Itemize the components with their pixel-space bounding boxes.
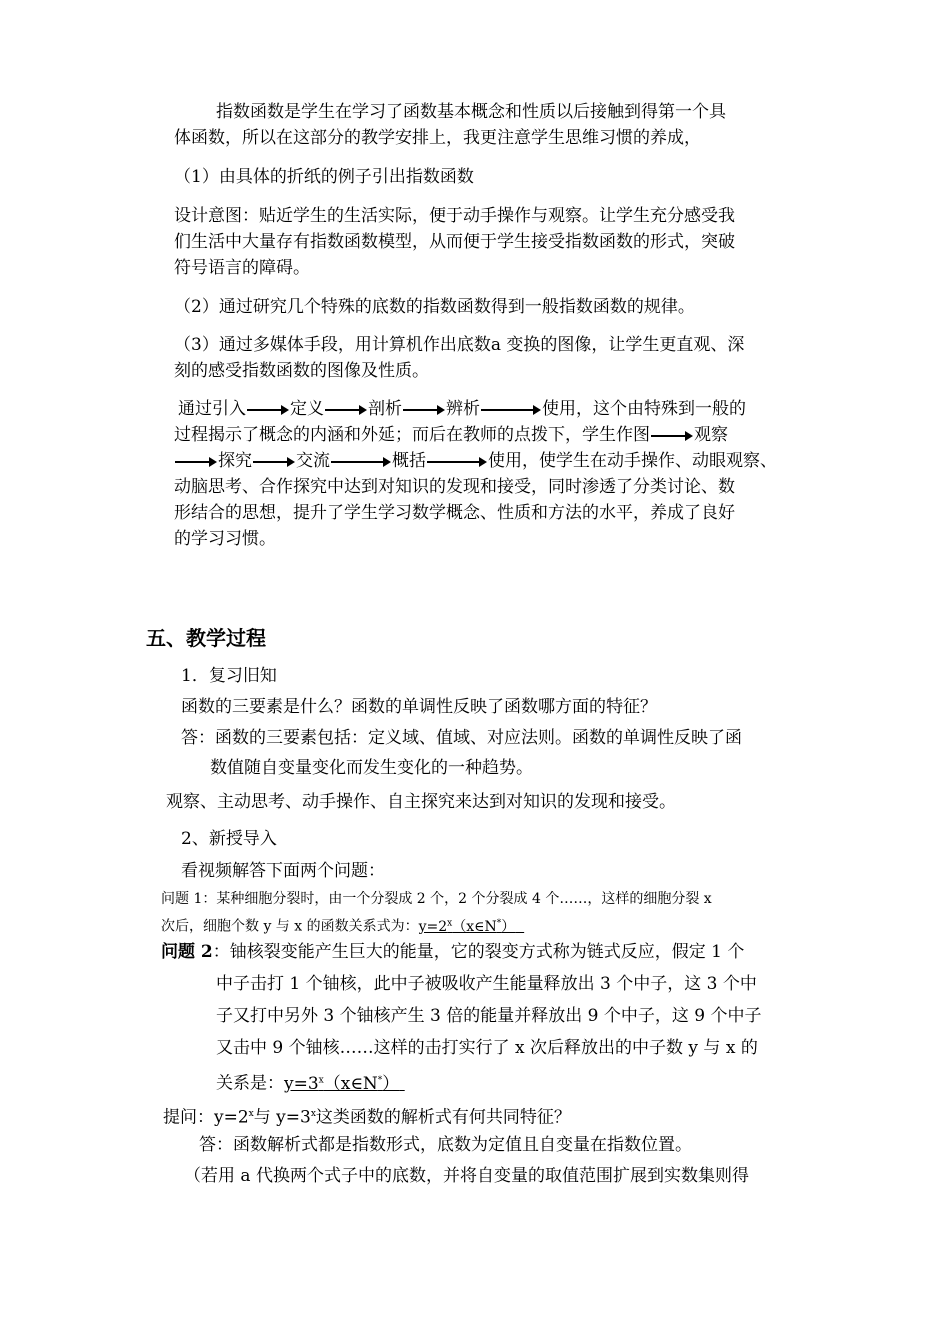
question-2-line-3: 子又打中另外 3 个铀核产生 3 倍的能量并释放出 9 个中子，这 9 个中子	[216, 1006, 762, 1026]
flow-line-6: 的学习习惯。	[174, 529, 276, 549]
question-1-label: 问题 1	[161, 891, 203, 907]
flow-step-intro: 通过引入	[178, 399, 246, 419]
arrow-right-icon	[253, 457, 295, 467]
flow-step-discriminate: 辨析	[446, 399, 480, 419]
point-3-line-1: （3）通过多媒体手段，用计算机作出底数a 变换的图像，让学生更直观、深	[174, 335, 745, 355]
flow-step-summarize: 概括	[392, 451, 426, 471]
flow-line-2-text: 过程揭示了概念的内涵和外延；而后在教师的点拨下，学生作图	[174, 425, 650, 445]
formula-star: *	[496, 918, 502, 928]
arrow-right-icon	[331, 457, 391, 467]
question-1-text-2: 次后，细胞个数 y 与 x 的函数关系式为：	[161, 918, 419, 935]
last-line: （若用 a 代换两个式子中的底数，并将自变量的取值范围扩展到实数集则得	[184, 1166, 749, 1186]
point-3-line-2: 刻的感受指数函数的图像及性质。	[174, 361, 429, 381]
ask-line	[163, 1103, 571, 1129]
question-2-line-2: 中子击打 1 个铀核，此中子被吸收产生能量释放出 3 个中子，这 3 个中	[216, 974, 757, 994]
flow-step-exchange: 交流	[296, 451, 330, 471]
point-1: （1）由具体的折纸的例子引出指数函数	[174, 167, 474, 187]
design-intent-line-2: 们生活中大量存有指数函数模型，从而便于学生接受指数函数的形式，突破	[174, 232, 735, 252]
design-intent-line-1: 设计意图：贴近学生的生活实际，便于动手操作与观察。让学生充分感受我	[174, 206, 735, 226]
ask-exponent: x	[310, 1109, 316, 1119]
question-2-text: ：铀核裂变能产生巨大的能量，它的裂变方式称为链式反应，假定 1 个	[212, 942, 745, 962]
formula-exponent: x	[447, 918, 453, 928]
arrow-right-icon	[325, 405, 367, 415]
review-answer-line-2: 数值随自变量变化而发生变化的一种趋势。	[210, 758, 533, 778]
review-answer-line-1: 答：函数的三要素包括：定义域、值域、对应法则。函数的单调性反映了函	[181, 728, 742, 748]
formula-part: （x∈N	[452, 918, 497, 935]
question-2-formula	[284, 1074, 405, 1094]
arrow-right-icon	[175, 457, 217, 467]
formula-part: ）	[501, 918, 516, 935]
intro-line-2: 体函数，所以在这部分的教学安排上，我更注意学生思维习惯的养成，	[174, 128, 701, 148]
formula-part: y=2	[418, 918, 448, 935]
formula-part: ）	[382, 1073, 400, 1094]
answer-line: 答：函数解析式都是指数形式，底数为定值且自变量在指数位置。	[199, 1135, 692, 1155]
question-2-line-5	[216, 1069, 405, 1095]
flow-line-4: 动脑思考、合作探究中达到对知识的发现和接受，同时渗透了分类讨论、数	[174, 477, 735, 497]
video-prompt: 看视频解答下面两个问题：	[181, 861, 385, 881]
flow-line-3	[174, 450, 777, 472]
new-lesson-title: 2、新授导入	[181, 829, 277, 849]
formula-star: *	[377, 1075, 383, 1085]
formula-exponent: x	[318, 1075, 324, 1085]
arrow-right-icon	[481, 405, 541, 415]
arrow-right-icon	[247, 405, 289, 415]
flow-step-use: 使用，这个由特殊到一般的	[542, 399, 746, 419]
design-intent-line-3: 符号语言的障碍。	[174, 258, 310, 278]
arrow-right-icon	[651, 431, 693, 441]
ask-text: 提问：y=2	[163, 1107, 249, 1128]
flow-step-observe: 观察	[694, 425, 728, 445]
observe-line: 观察、主动思考、动手操作、自主探究来达到对知识的发现和接受。	[166, 792, 676, 812]
question-2-label: 问题 2	[161, 942, 213, 962]
flow-line-3-text: 使用，使学生在动手操作、动眼观察、	[488, 451, 777, 471]
flow-line-5: 形结合的思想，提升了学生学习数学概念、性质和方法的水平，养成了良好	[174, 503, 735, 523]
question-1-formula	[419, 919, 525, 935]
question-1-line-1	[161, 890, 712, 908]
ask-text: 这类函数的解析式有何共同特征？	[315, 1107, 571, 1128]
formula-part: （x∈N	[323, 1073, 378, 1094]
question-2-line-1	[161, 941, 744, 963]
intro-line-1: 指数函数是学生在学习了函数基本概念和性质以后接触到得第一个具	[216, 102, 726, 122]
flow-step-define: 定义	[290, 399, 324, 419]
flow-line-1	[178, 398, 746, 420]
flow-line-2	[174, 424, 728, 446]
formula-part: y=3	[284, 1073, 319, 1094]
arrow-right-icon	[427, 457, 487, 467]
question-1-line-2	[161, 914, 524, 936]
section-heading: 五、教学过程	[146, 626, 266, 650]
flow-step-explore: 探究	[218, 451, 252, 471]
flow-step-analyze: 剖析	[368, 399, 402, 419]
question-2-line-4: 又击中 9 个铀核……这样的击打实行了 x 次后释放出的中子数 y 与 x 的	[216, 1038, 758, 1058]
ask-exponent: x	[248, 1109, 254, 1119]
question-2-text-5: 关系是：	[216, 1073, 284, 1094]
question-1-text: ：某种细胞分裂时，由一个分裂成 2 个，2 个分裂成 4 个……，这样的细胞分裂 x	[202, 891, 712, 907]
point-2: （2）通过研究几个特殊的底数的指数函数得到一般指数函数的规律。	[174, 297, 695, 317]
review-question: 函数的三要素是什么？函数的单调性反映了函数哪方面的特征？	[181, 697, 657, 717]
arrow-right-icon	[403, 405, 445, 415]
review-title: 1．复习旧知	[181, 666, 277, 686]
ask-text: 与 y=3	[253, 1107, 311, 1128]
